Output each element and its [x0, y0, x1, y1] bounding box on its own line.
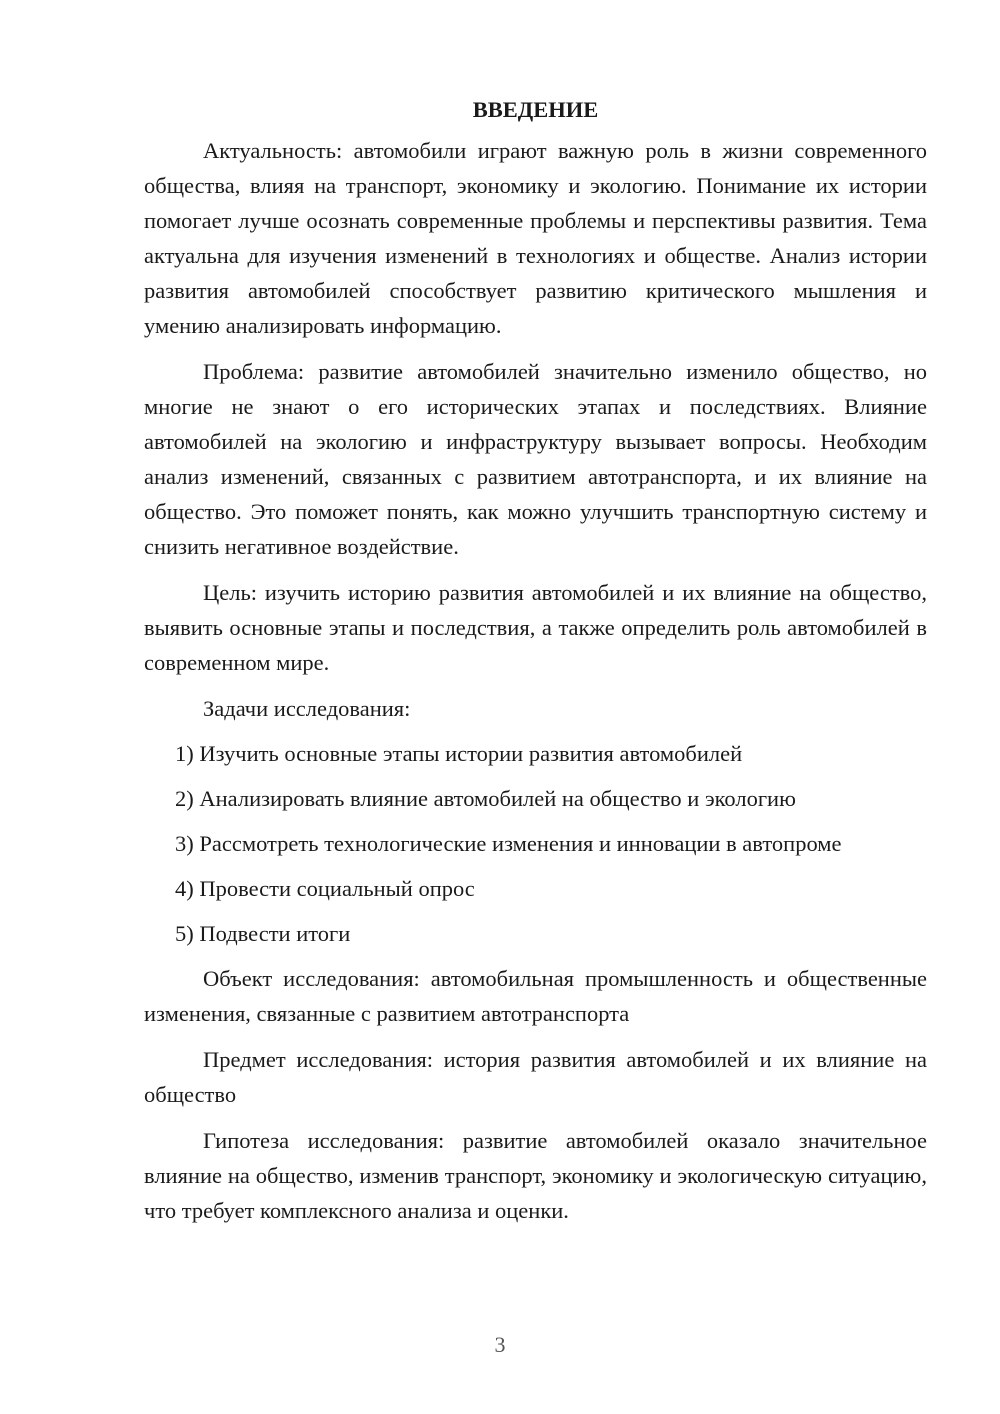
object-paragraph: Объект исследования: автомобильная промышленность и общественные изменения, связанные с развитием автотранспорта — [144, 966, 927, 1026]
hypothesis-paragraph: Гипотеза исследования: развитие автомобилей оказало значительное влияние на общество, изменив транспорт, экономику и экологическую ситуацию, что требует комплексного анализа и оценки. — [144, 1128, 927, 1223]
goal-paragraph: Цель: изучить историю развития автомобилей и их влияние на общество, выявить основные этапы и последствия, а также определить роль автомобилей в современном мире. — [144, 580, 927, 675]
subject-paragraph: Предмет исследования: история развития автомобилей и их влияние на общество — [144, 1047, 927, 1107]
list-item: 5) Подвести итоги — [175, 921, 351, 946]
list-item: 1) Изучить основные этапы истории развития автомобилей — [175, 741, 743, 766]
relevance-paragraph: Актуальность: автомобили играют важную роль в жизни современного общества, влияя на транспорт, экономику и экологию. Понимание их истории помогает лучше осознать современные проблемы и перспективы развития. Тема актуальна для изучения изменений в технологиях и обществе. Анализ истории развития автомобилей способствует развитию критического мышления и умению анализировать информацию. — [144, 138, 927, 338]
page-title: ВВЕДЕНИЕ — [472, 97, 599, 122]
tasks-heading: Задачи исследования: — [203, 696, 411, 721]
problem-paragraph: Проблема: развитие автомобилей значительно изменило общество, но многие не знают о его исторических этапах и последствиях. Влияние автомобилей на экологию и инфраструктуру вызывает вопросы. Необходим анализ изменений, связанных с развитием автотранспорта, и их влияние на общество. Это поможет понять, как можно улучшить транспортную систему и снизить негативное воздействие. — [144, 359, 927, 559]
list-item: 4) Провести социальный опрос — [175, 876, 475, 901]
document-page — [144, 92, 927, 1239]
list-item: 2) Анализировать влияние автомобилей на общество и экологию — [175, 786, 796, 811]
tasks-list — [144, 736, 927, 951]
page-number: 3 — [494, 1332, 506, 1357]
list-item: 3) Рассмотреть технологические изменения и инновации в автопроме — [175, 831, 842, 856]
